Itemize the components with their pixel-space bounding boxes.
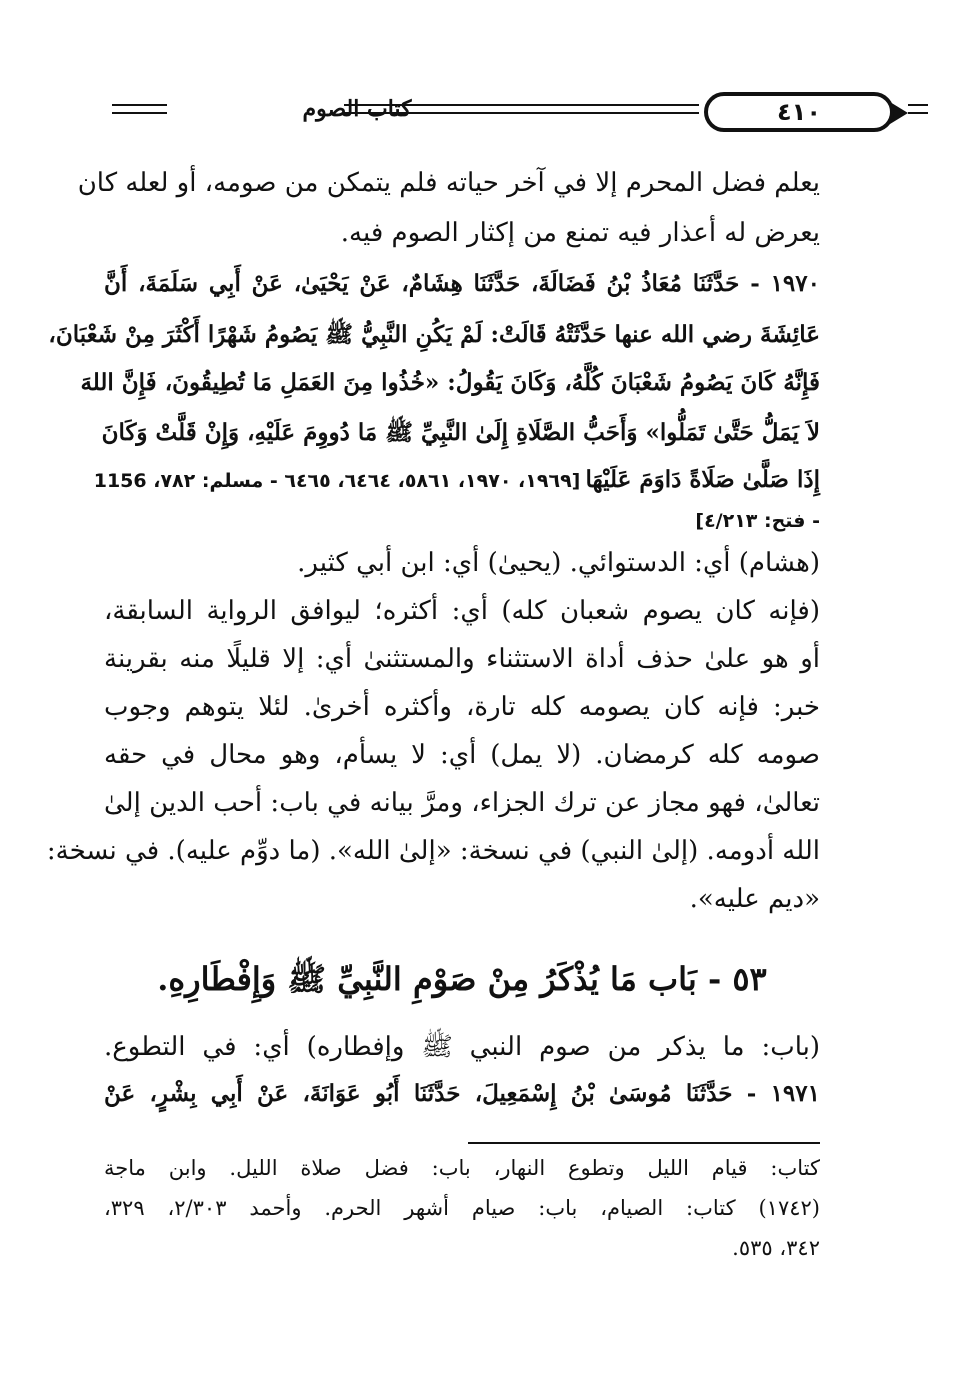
chapter-heading: ٥٣ - بَاب مَا يُذْكَرُ مِنْ صَوْمِ النَّبِيِّ ﷺ وَإِفْطَارِهِ. [157, 960, 767, 998]
commentary-line: تعالىٰ، فهو مجاز عن ترك الجزاء، ومرَّ بيانه في باب: أحب الدين إلىٰ [104, 788, 820, 818]
hadith-line: فَإِنَّهُ كَانَ يَصُومُ شَعْبَانَ كُلَّهُ، وَكَانَ يَقُولُ: «خُذُوا مِنَ العَمَلِ مَا تُطِيقُونَ، فَإِنَّ اللهَ [80, 369, 820, 396]
cross-references: - فتح: ٤/٢١٣] [695, 510, 820, 532]
cross-references: [١٩٦٩، ١٩٧٠، ٥٨٦١، ٦٤٦٤، ٦٤٦٥ - مسلم: ٧٨٢، 1156 [93, 470, 581, 492]
footnote-line: ٣٤٢، ٥٣٥. [732, 1236, 820, 1260]
header-rule [344, 104, 699, 106]
hadith-line: لاَ يَمَلُّ حَتَّىٰ تَمَلُّوا» وَأَحَبُّ الصَّلَاةِ إِلَىٰ النَّبِيِّ ﷺ مَا دُووِمَ عَلَيْهِ، وَإِنْ قَلَّتْ وَكَانَ [101, 419, 820, 446]
commentary-line: يعلم فضل المحرم إلا في آخر حياته فلم يتمكن من صومه، أو لعله كان [77, 168, 820, 198]
running-header [112, 92, 824, 136]
commentary-line: خبر: فإنه كان يصومه كله تارة، وأكثره أخرىٰ. لئلا يتوهم وجوب [104, 692, 820, 722]
header-rule [344, 112, 699, 114]
header-rule [112, 112, 167, 114]
commentary-line: الله أدومه. (إلىٰ النبي) في نسخة: «إلىٰ الله». (ما دوِّم عليه). في نسخة: [46, 836, 820, 866]
hadith-line: عَائِشَةَ رضي الله عنها حَدَّثَتْهُ قَالَتْ: لَمْ يَكُنِ النَّبِيُّ ﷺ يَصُومُ شَهْرًا أَكْثَرَ مِنْ شَعْبَانَ، [48, 321, 820, 348]
footnote-line: كتاب: قيام الليل وتطوع النهار، باب: فضل صلاة الليل. وابن ماجة [104, 1156, 820, 1180]
header-rule [112, 104, 167, 106]
footnote-line: (١٧٤٢) كتاب: الصيام، باب: صيام أشهر الحرم. وأحمد ٢/٣٠٣، ٣٢٩، [104, 1196, 820, 1220]
commentary-line: يعرض له أعذار فيه تمنع من إكثار الصوم فيه. [340, 218, 820, 248]
commentary-line: صومه كله كرمضان. (لا يمل) أي: لا يسأم، وهو محال في حقه [104, 740, 820, 770]
hadith-tail: إِذَا صَلَّىٰ صَلَاةً دَاوَمَ عَلَيْهَا [585, 466, 820, 493]
running-title: كتاب الصوم [302, 96, 412, 122]
commentary-line: «ديم عليه». [689, 884, 820, 914]
hadith-line: ١٩٧٠ - حَدَّثَنَا مُعَاذُ بْنُ فَضَالَةَ، حَدَّثَنَا هِشَامٌ، عَنْ يَحْيَىٰ، عَنْ أَبِي سَلَمَةَ، أَنَّ [104, 270, 820, 297]
header-rule [908, 104, 928, 106]
commentary-line: (هشام) أي: الدستوائي. (يحيىٰ) أي: ابن أبي كثير. [297, 548, 820, 578]
commentary-line: أو هو علىٰ حذف أداة الاستثناء والمستثنىٰ أي: إلا قليلًا منه بقرينة [104, 644, 820, 674]
hadith-line-with-refs [93, 466, 820, 493]
commentary-line: (باب: ما يذكر من صوم النبي ﷺ وإفطاره) أي: في التطوع. [104, 1032, 820, 1062]
page-number: ٤١٠ [704, 92, 894, 132]
commentary-line: (فإنه كان يصوم شعبان كله) أي: أكثره؛ ليوافق الرواية السابقة، [104, 596, 820, 626]
hadith-line: ١٩٧١ - حَدَّثَنَا مُوسَىٰ بْنُ إِسْمَعِيلَ، حَدَّثَنَا أَبُو عَوَانَةَ، عَنْ أَبِي بِشْرٍ، عَنْ [104, 1080, 820, 1107]
header-rule [908, 112, 928, 114]
footnote-separator [468, 1142, 820, 1144]
